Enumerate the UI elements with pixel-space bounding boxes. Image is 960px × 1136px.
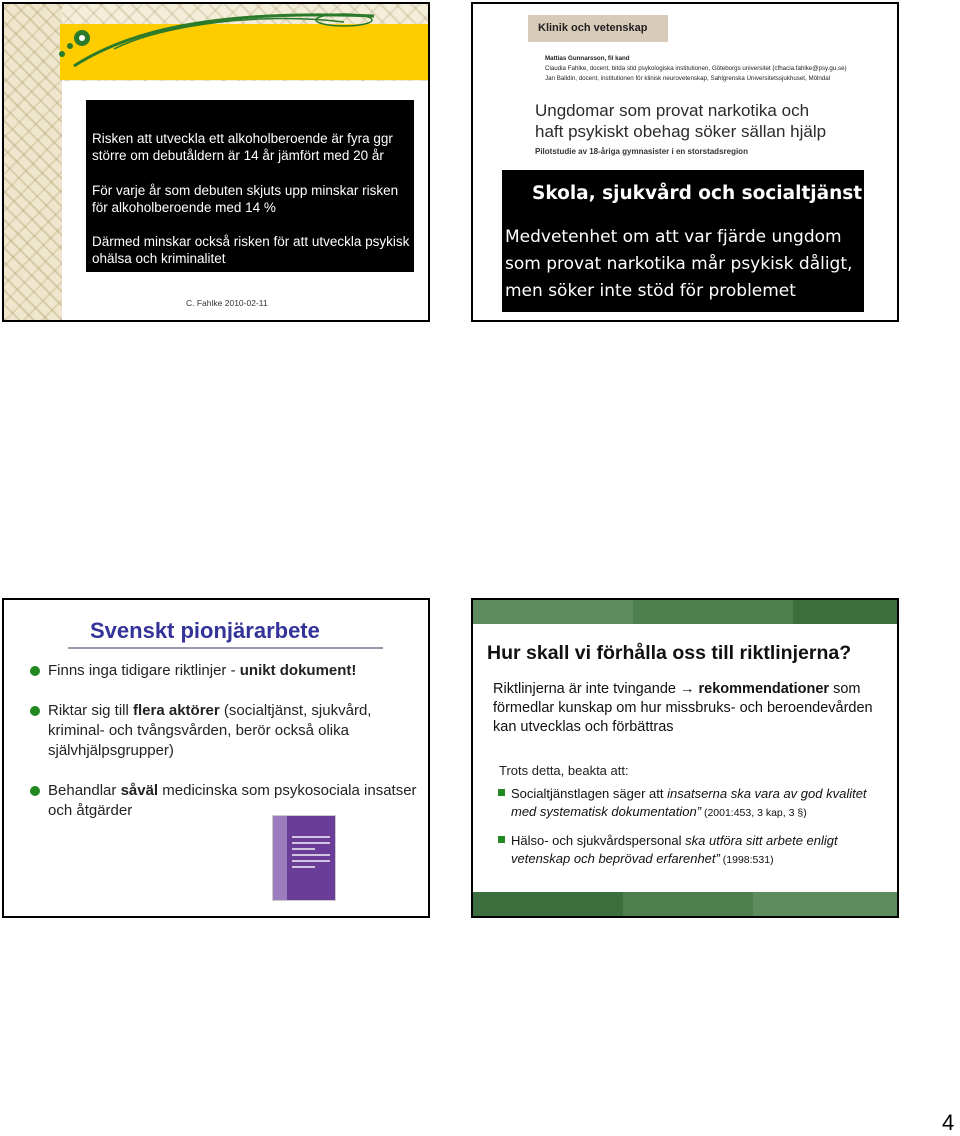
bullet-item bbox=[48, 701, 418, 761]
slide-title: Hur skall vi förhålla oss till riktlinjerna? bbox=[487, 642, 852, 664]
arrow-icon: → bbox=[680, 681, 695, 697]
vine-decoration-icon bbox=[44, 4, 394, 74]
square-bullet-icon bbox=[498, 836, 505, 843]
subheading: Trots detta, beakta att: bbox=[499, 763, 629, 778]
slide-guidelines bbox=[471, 598, 899, 918]
article-subtitle: Pilotstudie av 18-åriga gymnasister i en storstadsregion bbox=[535, 147, 748, 156]
intro-emphasis: rekommendationer bbox=[698, 681, 830, 697]
summary-title: Skola, sjukvård och socialtjänst bbox=[532, 183, 863, 204]
slide-title: Svenskt pionjärarbete bbox=[90, 618, 320, 643]
bullet-item bbox=[48, 781, 418, 821]
article-authors bbox=[545, 54, 847, 84]
item-text: Socialtjänstlagen säger att bbox=[511, 786, 668, 801]
article-title: Ungdomar som provat narkotika och haft psykiskt obehag söker sällan hjälp bbox=[535, 101, 827, 141]
bullet-item bbox=[48, 661, 418, 681]
summary-panel bbox=[502, 170, 864, 312]
item-text: Hälso- och sjukvårdspersonal bbox=[511, 833, 686, 848]
bullet-emphasis: såväl bbox=[120, 782, 159, 799]
intro-text: som förmedlar kunskap om hur missbruks- och beroendevården kan utvecklas och förbättras bbox=[493, 681, 873, 735]
item-quote: ska utföra sitt arbete enligt vetenskap och beprövad erfarenhet” bbox=[511, 833, 838, 866]
author-line: Mattias Gunnarsson, fil kand bbox=[545, 55, 630, 62]
intro-text: Riktlinjerna är inte tvingande bbox=[493, 681, 680, 697]
article-section-header: Klinik och vetenskap bbox=[528, 15, 668, 42]
list-item bbox=[511, 785, 891, 822]
slide-footer: C. Fahlke 2010-02-11 bbox=[186, 298, 268, 308]
risk-paragraph: Risken att utveckla ett alkoholberoende är fyra ggr större om debutåldern är 14 år jämfört med 20 år bbox=[92, 131, 393, 163]
square-bullet-icon bbox=[498, 789, 505, 796]
bullet-text: (socialtjänst, sjukvård, kriminal- och tvångsvården, berör också olika självhjälpsgrupper) bbox=[48, 702, 372, 759]
intro-paragraph bbox=[493, 680, 893, 737]
bullet-emphasis: flera aktörer bbox=[133, 702, 220, 719]
page-number: 4 bbox=[942, 1110, 955, 1135]
summary-body: Medvetenhet om att var fjärde ungdom som provat narkotika mår psykisk dåligt, men söker inte stöd för problemet bbox=[505, 227, 853, 301]
list-item bbox=[511, 832, 891, 869]
author-line: Jan Balldin, docent, institutionen för klinisk neurovetenskap, Sahlgrenska Universitetssjukhuset, Mölndal bbox=[545, 75, 831, 82]
item-quote: insatserna ska vara av god kvalitet med systematisk dokumentation” bbox=[511, 786, 867, 819]
bullet-text: Riktar sig till bbox=[48, 702, 134, 719]
title-underline bbox=[68, 647, 383, 649]
bullet-dot-icon bbox=[30, 666, 40, 676]
author-line: Claudia Fahlke, docent, bitda stid psykologiska institutionen, Göteborgs universitet (cfhacia.fahlke@psy.gu.se) bbox=[545, 65, 847, 72]
green-bar-bottom bbox=[473, 892, 897, 916]
slide-pioneer-work bbox=[2, 598, 430, 918]
delay-paragraph: För varje år som debuten skjuts upp minskar risken för alkoholberoende med 14 % bbox=[92, 183, 399, 215]
bullet-emphasis: unikt dokument! bbox=[239, 662, 357, 679]
bullet-dot-icon bbox=[30, 786, 40, 796]
guideline-book-icon bbox=[272, 815, 336, 901]
green-bar-top bbox=[473, 600, 897, 624]
item-reference: (1998:531) bbox=[719, 854, 774, 866]
article-excerpt bbox=[528, 12, 847, 157]
item-reference: (2001:453, 3 kap, 3 §) bbox=[701, 807, 807, 819]
slide-youth-study bbox=[471, 2, 899, 322]
bullet-text: medicinska som psykosociala insatser och åtgärder bbox=[48, 782, 417, 819]
consequence-paragraph: Därmed minskar också risken för att utveckla psykisk ohälsa och kriminalitet bbox=[92, 234, 410, 266]
bullet-text: Finns inga tidigare riktlinjer - bbox=[48, 662, 240, 679]
bullet-dot-icon bbox=[30, 706, 40, 716]
slide-alcohol-risk bbox=[2, 2, 430, 322]
bullet-text: Behandlar bbox=[48, 782, 121, 799]
